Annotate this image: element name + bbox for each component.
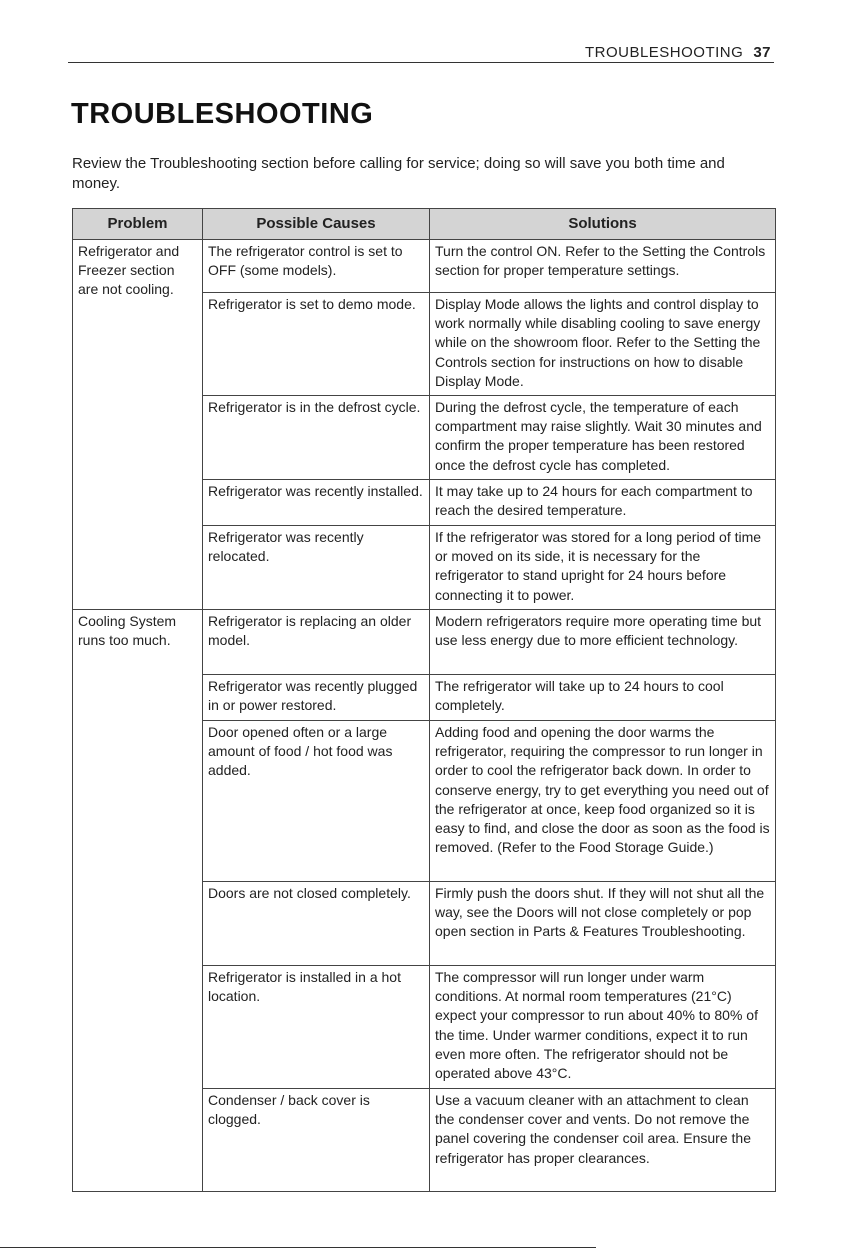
solution-cell: Adding food and opening the door warms the refrigerator, requiring the compressor to run longer in order to cool the refrigerator back down. In order to conserve energy, try to get everything you need out of the refrigerator at once, keep food organized so it is easy to find, and close the door as soon as the food is removed. (Refer to the Food Storage Guide.) [430, 721, 776, 882]
footer-rule [0, 1247, 596, 1248]
solution-cell: Turn the control ON. Refer to the Setting the Controls section for proper temperature settings. [430, 240, 776, 293]
cause-cell: Refrigerator is installed in a hot location. [203, 966, 430, 1089]
header-problem: Problem [73, 209, 203, 240]
problem-cell: Cooling System runs too much. [73, 610, 203, 1192]
header-rule [68, 62, 774, 63]
table-row [73, 240, 776, 293]
problem-cell: Refrigerator and Freezer section are not cooling. [73, 240, 203, 610]
solution-cell: If the refrigerator was stored for a long period of time or moved on its side, it is necessary for the refrigerator to stand upright for 24 hours before connecting it to power. [430, 526, 776, 610]
solution-cell: During the defrost cycle, the temperature of each compartment may raise slightly. Wait 30 minutes and confirm the proper temperature has been restored once the defrost cycle has completed. [430, 396, 776, 480]
page-number: 37 [753, 44, 771, 61]
intro-paragraph: Review the Troubleshooting section before calling for service; doing so will save you both time and money. [72, 155, 725, 192]
cause-cell: The refrigerator control is set to OFF (some models). [203, 240, 430, 293]
running-header-section: TROUBLESHOOTING [584, 44, 744, 61]
solution-cell: Modern refrigerators require more operating time but use less energy due to more efficient technology. [430, 610, 776, 675]
solution-cell: Firmly push the doors shut. If they will not shut all the way, see the Doors will not close completely or pop open section in Parts & Features Troubleshooting. [430, 882, 776, 966]
page-title: TROUBLESHOOTING [71, 98, 374, 130]
cause-cell: Refrigerator was recently installed. [203, 480, 430, 526]
running-header [585, 44, 771, 61]
cause-cell: Refrigerator is set to demo mode. [203, 293, 430, 396]
solution-cell: It may take up to 24 hours for each compartment to reach the desired temperature. [430, 480, 776, 526]
solution-cell: The compressor will run longer under warm conditions. At normal room temperatures (21°C) expect your compressor to run about 40% to 80% of the time. Under warmer conditions, expect it to run even more often. The refrigerator should not be operated above 43°C. [430, 966, 776, 1089]
cause-cell: Refrigerator is replacing an older model. [203, 610, 430, 675]
cause-cell: Refrigerator was recently plugged in or power restored. [203, 675, 430, 721]
solution-cell: The refrigerator will take up to 24 hours to cool completely. [430, 675, 776, 721]
cause-cell: Refrigerator was recently relocated. [203, 526, 430, 610]
table-header-row [73, 209, 776, 240]
cause-cell: Refrigerator is in the defrost cycle. [203, 396, 430, 480]
cause-cell: Door opened often or a large amount of food / hot food was added. [203, 721, 430, 882]
troubleshooting-table [72, 208, 776, 1192]
solution-cell: Use a vacuum cleaner with an attachment to clean the condenser cover and vents. Do not remove the panel covering the condenser coil area. Ensure the refrigerator has proper clearances. [430, 1089, 776, 1192]
solution-cell: Display Mode allows the lights and control display to work normally while disabling cooling to save energy while on the showroom floor. Refer to the Setting the Controls section for instructions on how to disable Display Mode. [430, 293, 776, 396]
cause-cell: Doors are not closed completely. [203, 882, 430, 966]
header-solutions: Solutions [430, 209, 776, 240]
header-possible-causes: Possible Causes [203, 209, 430, 240]
cause-cell: Condenser / back cover is clogged. [203, 1089, 430, 1192]
table-row [73, 610, 776, 675]
